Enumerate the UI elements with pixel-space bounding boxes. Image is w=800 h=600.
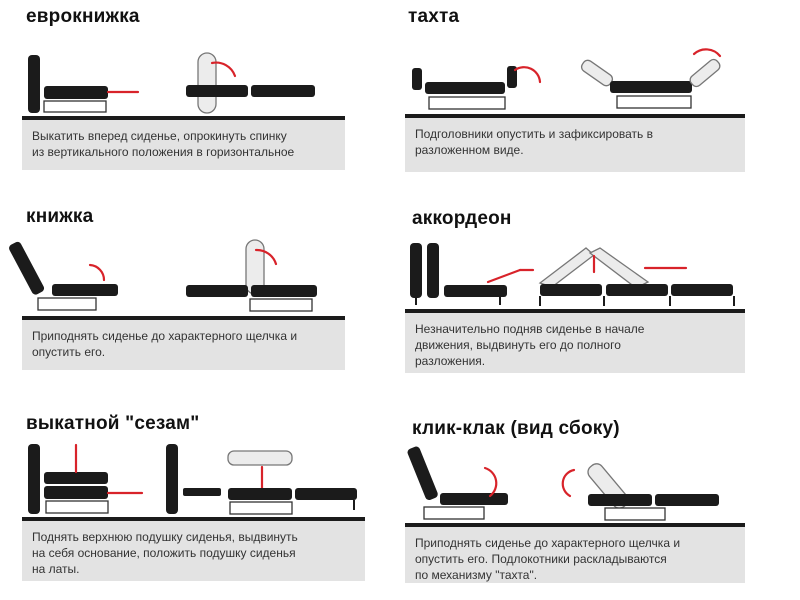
caption-sezam: Поднять верхнюю подушку сиденья, выдвинуть на себя основание, положить подушку сиденья на латы. <box>22 519 365 581</box>
caption-click-clack: Приподнять сиденье до характерного щелчка и опустить его. Подлокотники раскладываются по механизму "тахта". <box>405 525 745 583</box>
panel-title-takhta: тахта <box>408 6 460 27</box>
caption-eurobook: Выкатить вперед сиденье, опрокинуть спинку из вертикального положения в горизонтальное <box>22 118 345 170</box>
panel-title-sezam: выкатной "сезам" <box>26 413 200 434</box>
panel-title-eurobook: еврокнижка <box>26 6 140 27</box>
panel-title-accordion: аккордеон <box>412 208 512 229</box>
caption-knizhka: Приподнять сиденье до характерного щелчка и опустить его. <box>22 318 345 370</box>
panel-title-click-clack: клик-клак (вид сбоку) <box>412 418 620 439</box>
caption-accordion: Незначительно подняв сиденье в начале движения, выдвинуть его до полного разложения. <box>405 311 745 373</box>
caption-takhta: Подголовники опустить и зафиксировать в разложенном виде. <box>405 116 745 172</box>
panel-title-knizhka: книжка <box>26 206 94 227</box>
